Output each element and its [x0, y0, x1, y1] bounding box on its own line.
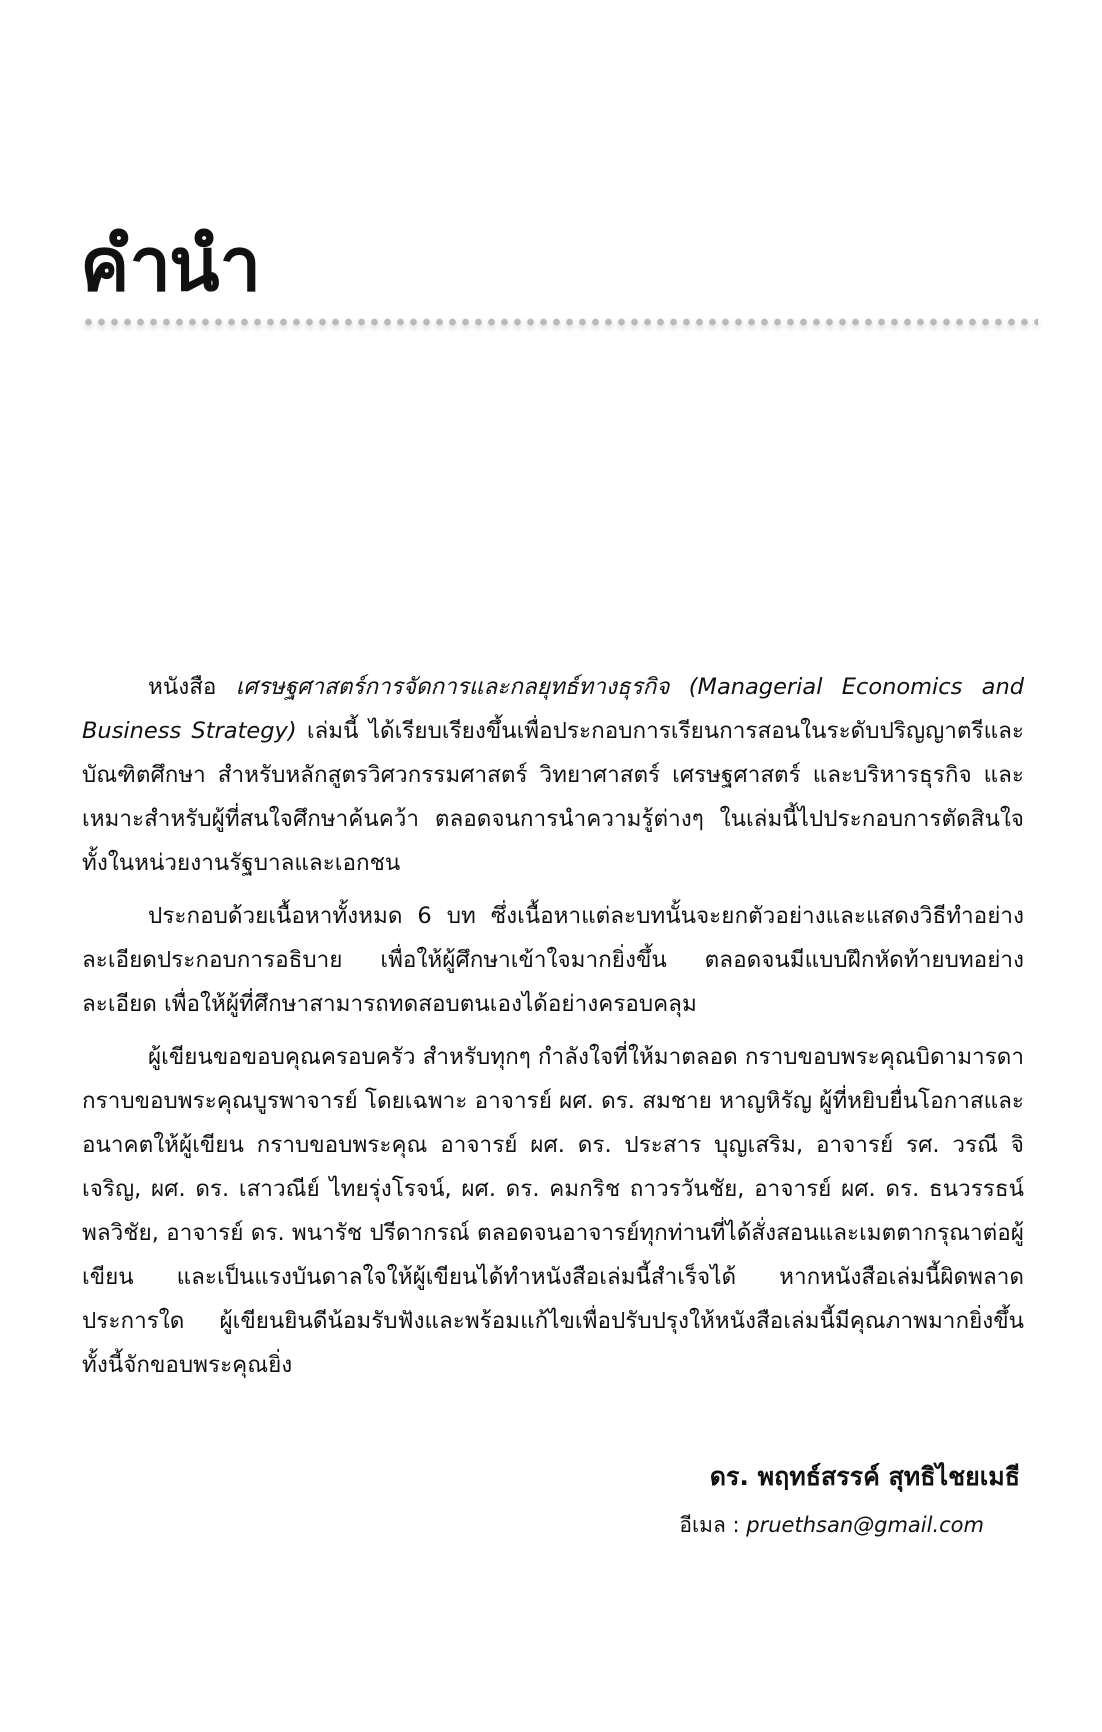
email-line [679, 1505, 984, 1545]
signature-block [679, 1455, 1020, 1545]
paragraph-contents: ประกอบด้วยเนื้อหาทั้งหมด 6 บท ซึ่งเนื้อหาแต่ละบทนั้นจะยกตัวอย่างและแสดงวิธีทำอย่างละเอียดประกอบการอธิบาย เพื่อให้ผู้ศึกษาเข้าใจมากยิ่งขึ้น ตลอดจนมีแบบฝึกหัดท้ายบทอย่างละเอียด เพื่อให้ผู้ที่ศึกษาสามารถทดสอบตนเองได้อย่างครอบคลุม [82, 903, 1024, 1017]
intro-rest: เล่มนี้ ได้เรียบเรียงขึ้นเพื่อประกอบการเรียนการสอนในระดับปริญญาตรีและบัณฑิตศึกษา สำหรับหลักสูตรวิศวกรรมศาสตร์ วิทยาศาสตร์ เศรษฐศาสตร์ และบริหารธุรกิจ และเหมาะสำหรับผู้ที่สนใจศึกษาค้นคว้า ตลอดจนการนำความรู้ต่างๆ ในเล่มนี้ไปประกอบการตัดสินใจทั้งในหน่วยงานรัฐบาลและเอกชน [82, 718, 1024, 876]
page-title: คำนำ [80, 222, 260, 308]
paragraph-acknowledgements: ผู้เขียนขอขอบคุณครอบครัว สำหรับทุกๆ กำลังใจที่ให้มาตลอด กราบขอบพระคุณบิดามารดา กราบขอบพระคุณบูรพาจารย์ โดยเฉพาะ อาจารย์ ผศ. ดร. สมชาย หาญหิรัญ ผู้ที่หยิบยื่นโอกาสและอนาคตให้ผู้เขียน กราบขอบพระคุณ อาจารย์ ผศ. ดร. ประสาร บุญเสริม, อาจารย์ รศ. วรณี จิเจริญ, ผศ. ดร. เสาวณีย์ ไทยรุ่งโรจน์, ผศ. ดร. คมกริช ถาวรวันชัย, อาจารย์ ผศ. ดร. ธนวรรธน์ พลวิชัย, อาจารย์ ดร. พนารัช ปรีดากรณ์ ตลอดจนอาจารย์ทุกท่านที่ได้สั่งสอนและเมตตากรุณาต่อผู้เขียน และเป็นแรงบันดาลใจให้ผู้เขียนได้ทำหนังสือเล่มนี้สำเร็จได้ หากหนังสือเล่มนี้ผิดพลาดประการใด ผู้เขียนยินดีน้อมรับฟังและพร้อมแก้ไขเพื่อปรับปรุงให้หนังสือเล่มนี้มีคุณภาพมากยิ่งขึ้น ทั้งนี้จักขอบพระคุณยิ่ง [82, 1044, 1024, 1378]
author-name: ดร. พฤทธ์สรรค์ สุทธิไชยเมธี [709, 1462, 1020, 1491]
intro-lead: หนังสือ [148, 674, 236, 700]
book-title: เศรษฐศาสตร์การจัดการและกลยุทธ์ทางธุรกิจ (Managerial Economics and Business Strategy) [82, 674, 1024, 744]
email-label: อีเมล : [679, 1513, 747, 1537]
email-address: pruethsan@gmail.com [746, 1513, 984, 1537]
paragraph-intro [82, 665, 1024, 885]
dotted-divider [82, 318, 1038, 326]
preface-body [82, 665, 1024, 1396]
